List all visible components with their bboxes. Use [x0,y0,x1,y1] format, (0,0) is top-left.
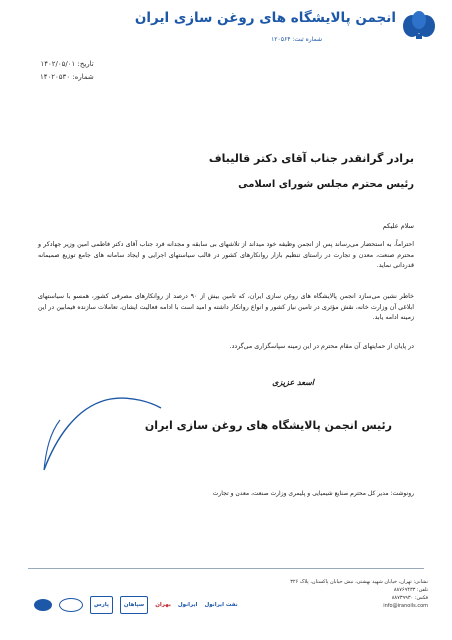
greeting: سلام علیکم [382,222,414,230]
partner-logos [34,597,238,613]
footer-phone: تلفن: ۸۸۷۶۹۴۳۳ [393,587,428,593]
signer-name: اسعد عزیزی [272,378,314,387]
partner-logo: پارس [90,596,113,614]
date-label: تاریخ: [77,60,94,68]
footer-contact [228,578,428,610]
partner-logo: نفت ایرانول [204,602,238,608]
body-paragraph: در پایان از حمایتهای آن مقام محترم در این زمینه سپاسگزاری می‌گردد. [229,343,414,350]
signer-title: رئیس انجمن پالایشگاه های روغن سازی ایران [144,419,392,432]
logo-icon [402,10,436,40]
number-label: شماره: [72,73,94,81]
date-row [40,58,94,71]
date-value: ۱۴۰۲/۰۵/۰۱ [40,60,76,68]
number-row [40,71,94,84]
cc-line: رونوشت: مدیر کل محترم صنایع شیمیایی و پلیمری وزارت صنعت، معدن و تجارت [212,490,414,497]
addressee-title: رئیس محترم مجلس شورای اسلامی [238,179,414,190]
body-paragraph: احتراماً، به استحضار می‌رساند پس از انجمن وظیفه خود میداند از تلاشهای بی سابقه و مجدانه فرد جناب آقای دکتر فاطمی امین وزیر جهادکر و محترم صنعت، معدن و تجارت در راستای تنظیم بازار روانکارهای کشور در قالب سیاستهای اجرایی و ایجاد سامانه های جامع توزیع صمیمانه قدردانی نماید. [38,241,414,269]
letter-meta [40,58,94,84]
footer-email: info@iranoils.com [383,603,428,609]
partner-logo: بهران [155,602,171,608]
partner-logo [59,598,83,612]
partner-logo: ایرانول [177,602,198,608]
addressee-name: برادر گرانقدر جناب آقای دکتر قالیباف [208,152,414,165]
footer-address: نشانی: تهران، خیابان شهید بهشتی، نبش خیابان پاکستان، پلاک ۳۲۶ [290,579,428,585]
org-name: انجمن پالایشگاه های روغن سازی ایران [134,10,396,26]
partner-logo: سپاهان [120,596,148,614]
org-subtitle: شماره ثبت: ۱۲۰۵۶۴ [271,36,322,43]
footer-divider [28,568,424,569]
footer-fax: فکس: ۸۸۷۳۹۹۳۰ [391,595,428,601]
number-value: ۱۴۰۲۰۵۳۰ [40,73,71,81]
body-paragraph: خاطر نشین می‌سازد انجمن پالایشگاه های روغن سازی ایران، که تامین بیش از ۹۰ درصد از روانکارهای مصرفی کشور، همسو با سیاستهای ابلاغی آن وزارت خانه، نقش مؤثری در تامین نیاز کشور و انواع روانکار داشته و امید است با ادامه فعالیت ایشان، تعاملات سازنده فیمابین در این زمینه ادامه یابد. [38,293,414,321]
partner-logo [34,598,52,612]
